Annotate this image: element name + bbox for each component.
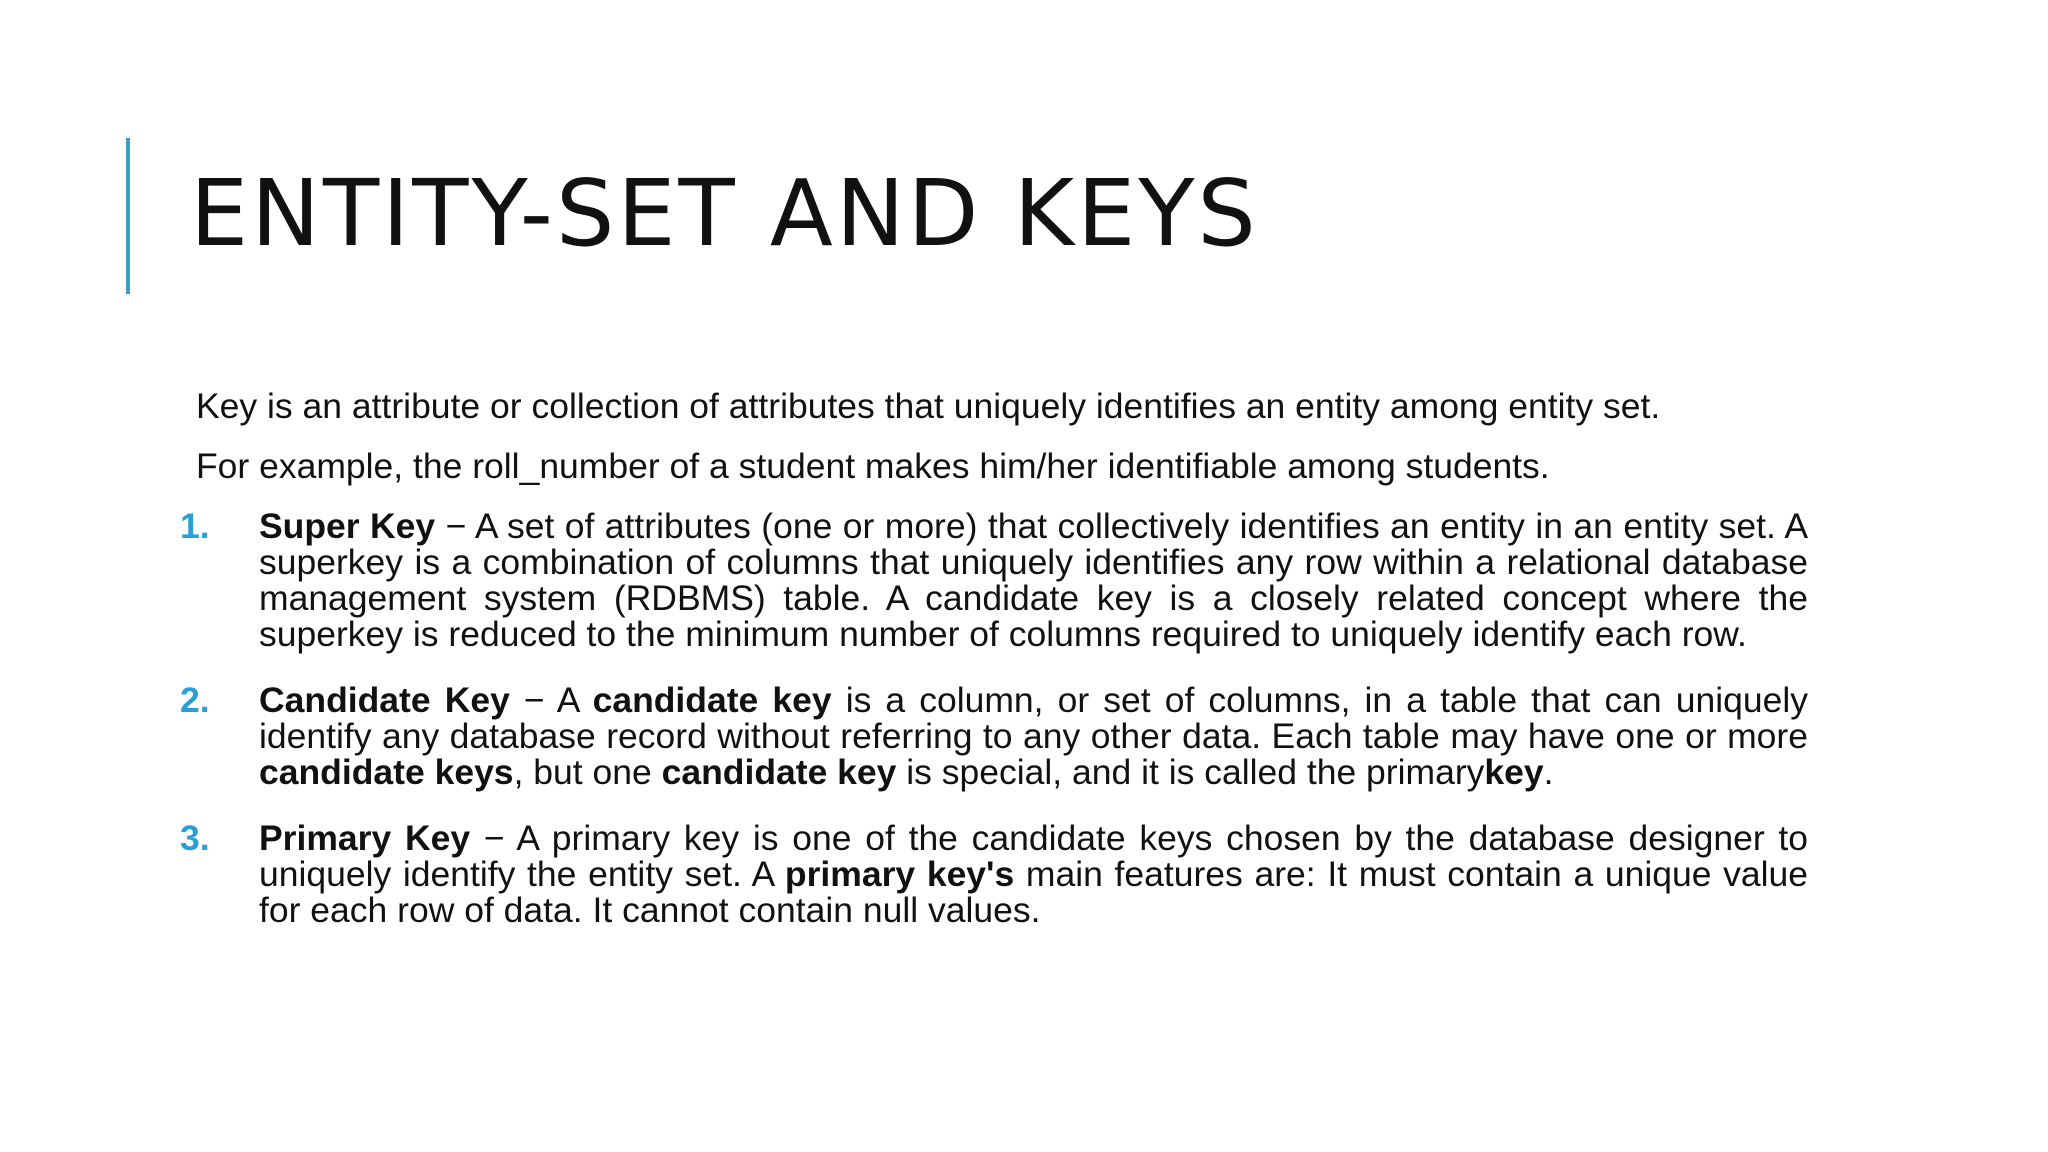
key-definition-paragraph: Key is an attribute or collection of attributes that uniquely identifies an entity among entity set. <box>196 386 1661 426</box>
super-key-description: − A set of attributes (one or more) that collectively identifies an entity in an entity set. A superkey is a combination of columns that uniquely identifies any row within a relational database management system (RDBMS) table. A candidate key is a closely related concept where the superkey is reduced to the minimum number of columns required to uniquely identify each row. <box>259 506 1808 654</box>
key-emphasis: key <box>1484 752 1544 792</box>
list-item-super-key <box>180 506 1808 654</box>
list-item-primary-key <box>180 818 1808 930</box>
list-number: 2. <box>180 680 210 720</box>
term-super-key: Super Key <box>259 506 436 546</box>
primary-key-text: main features are: It must contain a unique value for each row of data. It cannot contain null values. <box>259 854 1808 930</box>
candidate-key-text: , but one <box>513 752 662 792</box>
candidate-key-text: is special, and it is called the primary <box>896 752 1485 792</box>
candidate-key-text: . <box>1543 752 1554 792</box>
example-paragraph: For example, the roll_number of a student makes him/her identifiable among students. <box>196 446 1550 486</box>
candidate-key-emphasis: candidate key <box>661 752 897 792</box>
candidate-key-text: is a column, or set of columns, in a table that can uniquely identify any database record without referring to any other data. Each table may have one or more <box>259 680 1809 756</box>
title-accent-bar <box>126 138 130 294</box>
candidate-key-emphasis: candidate key <box>592 680 832 720</box>
list-number: 1. <box>180 506 210 546</box>
list-item-candidate-key <box>180 680 1809 792</box>
slide-body <box>180 386 1809 958</box>
candidate-key-text: − A <box>509 680 593 720</box>
primary-key-text: − A primary key is one of the candidate keys chosen by the database designer to uniquely identify the entity set. A <box>259 818 1808 894</box>
key-types-list <box>180 506 1809 930</box>
slide-title: ENTITY-SET AND KEYS <box>190 160 1259 267</box>
candidate-keys-emphasis: candidate keys <box>259 752 514 792</box>
term-candidate-key: Candidate Key <box>259 680 510 720</box>
term-primary-key: Primary Key <box>259 818 471 858</box>
list-number: 3. <box>180 818 210 858</box>
primary-keys-emphasis: primary key's <box>784 854 1015 894</box>
